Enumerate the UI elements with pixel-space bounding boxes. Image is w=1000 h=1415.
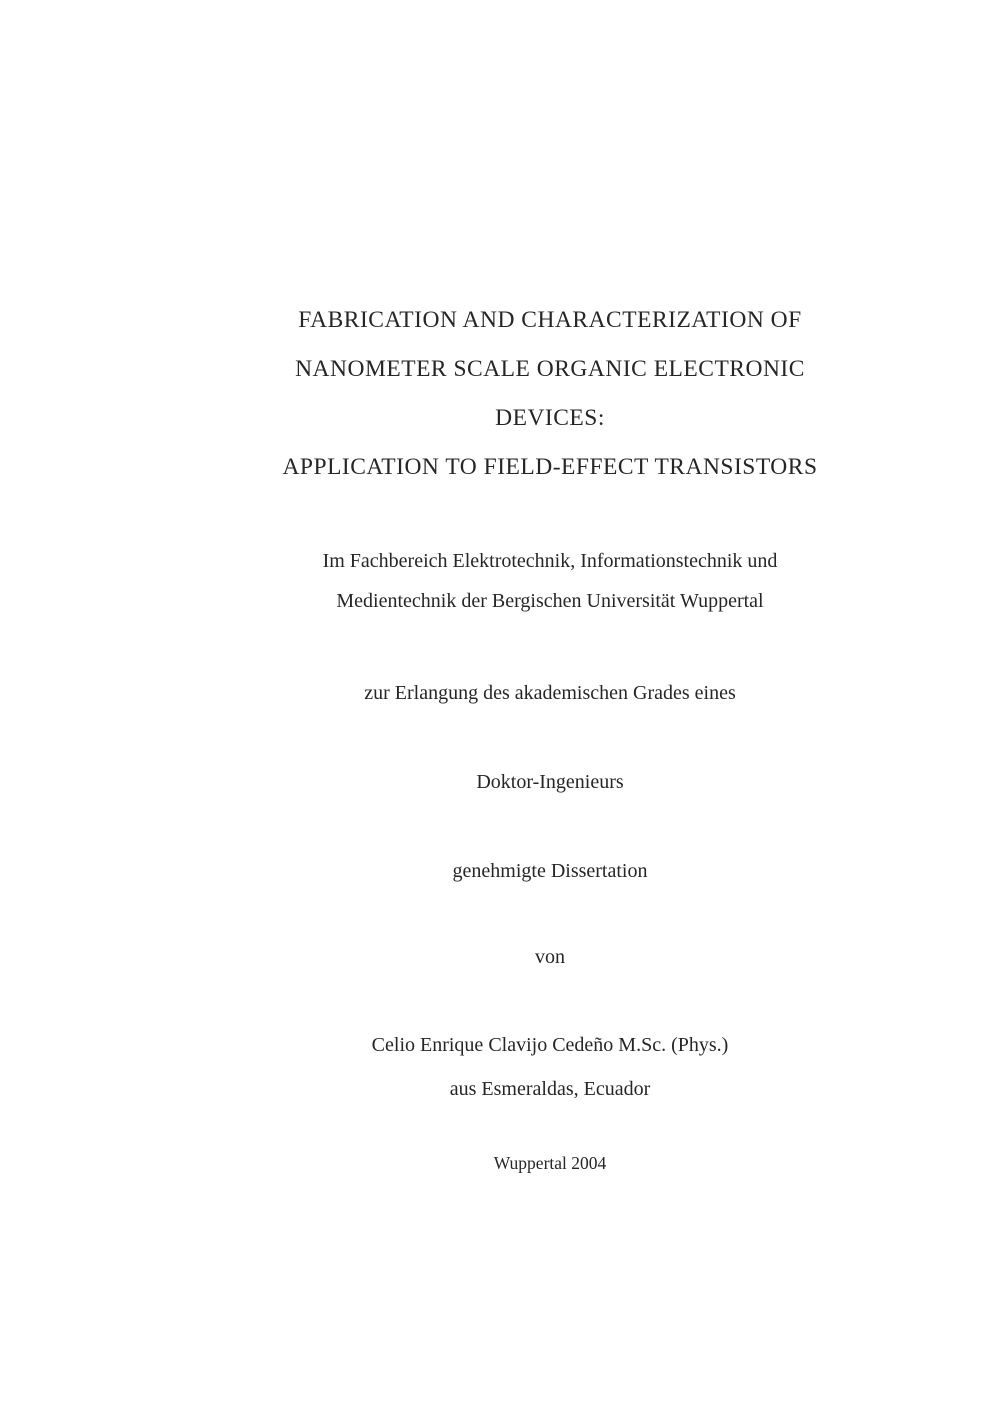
author-name: Celio Enrique Clavijo Cedeño M.Sc. (Phys.)	[371, 1034, 729, 1056]
affiliation-line-2: Medientechnik der Bergischen Universität Wuppertal	[336, 590, 764, 612]
thesis-title-line-4: APPLICATION TO FIELD-EFFECT TRANSISTORS	[282, 454, 818, 480]
author-block	[100, 1023, 1000, 1111]
degree-intro-line: zur Erlangung des akademischen Grades eines	[364, 682, 736, 704]
dissertation-type: genehmigte Dissertation	[452, 860, 648, 882]
thesis-title-line-3: DEVICES:	[495, 405, 605, 431]
affiliation-line-1: Im Fachbereich Elektrotechnik, Informationstechnik und	[322, 550, 778, 572]
thesis-title-line-2: NANOMETER SCALE ORGANIC ELECTRONIC	[295, 356, 805, 382]
by-label: von	[535, 946, 565, 968]
imprint-place-year: Wuppertal 2004	[493, 1153, 607, 1173]
degree-name: Doktor-Ingenieurs	[476, 771, 624, 793]
thesis-title-line-1: FABRICATION AND CHARACTERIZATION OF	[298, 307, 802, 333]
faculty-affiliation	[100, 541, 1000, 621]
thesis-title	[100, 296, 1000, 492]
author-origin: aus Esmeraldas, Ecuador	[449, 1078, 651, 1100]
